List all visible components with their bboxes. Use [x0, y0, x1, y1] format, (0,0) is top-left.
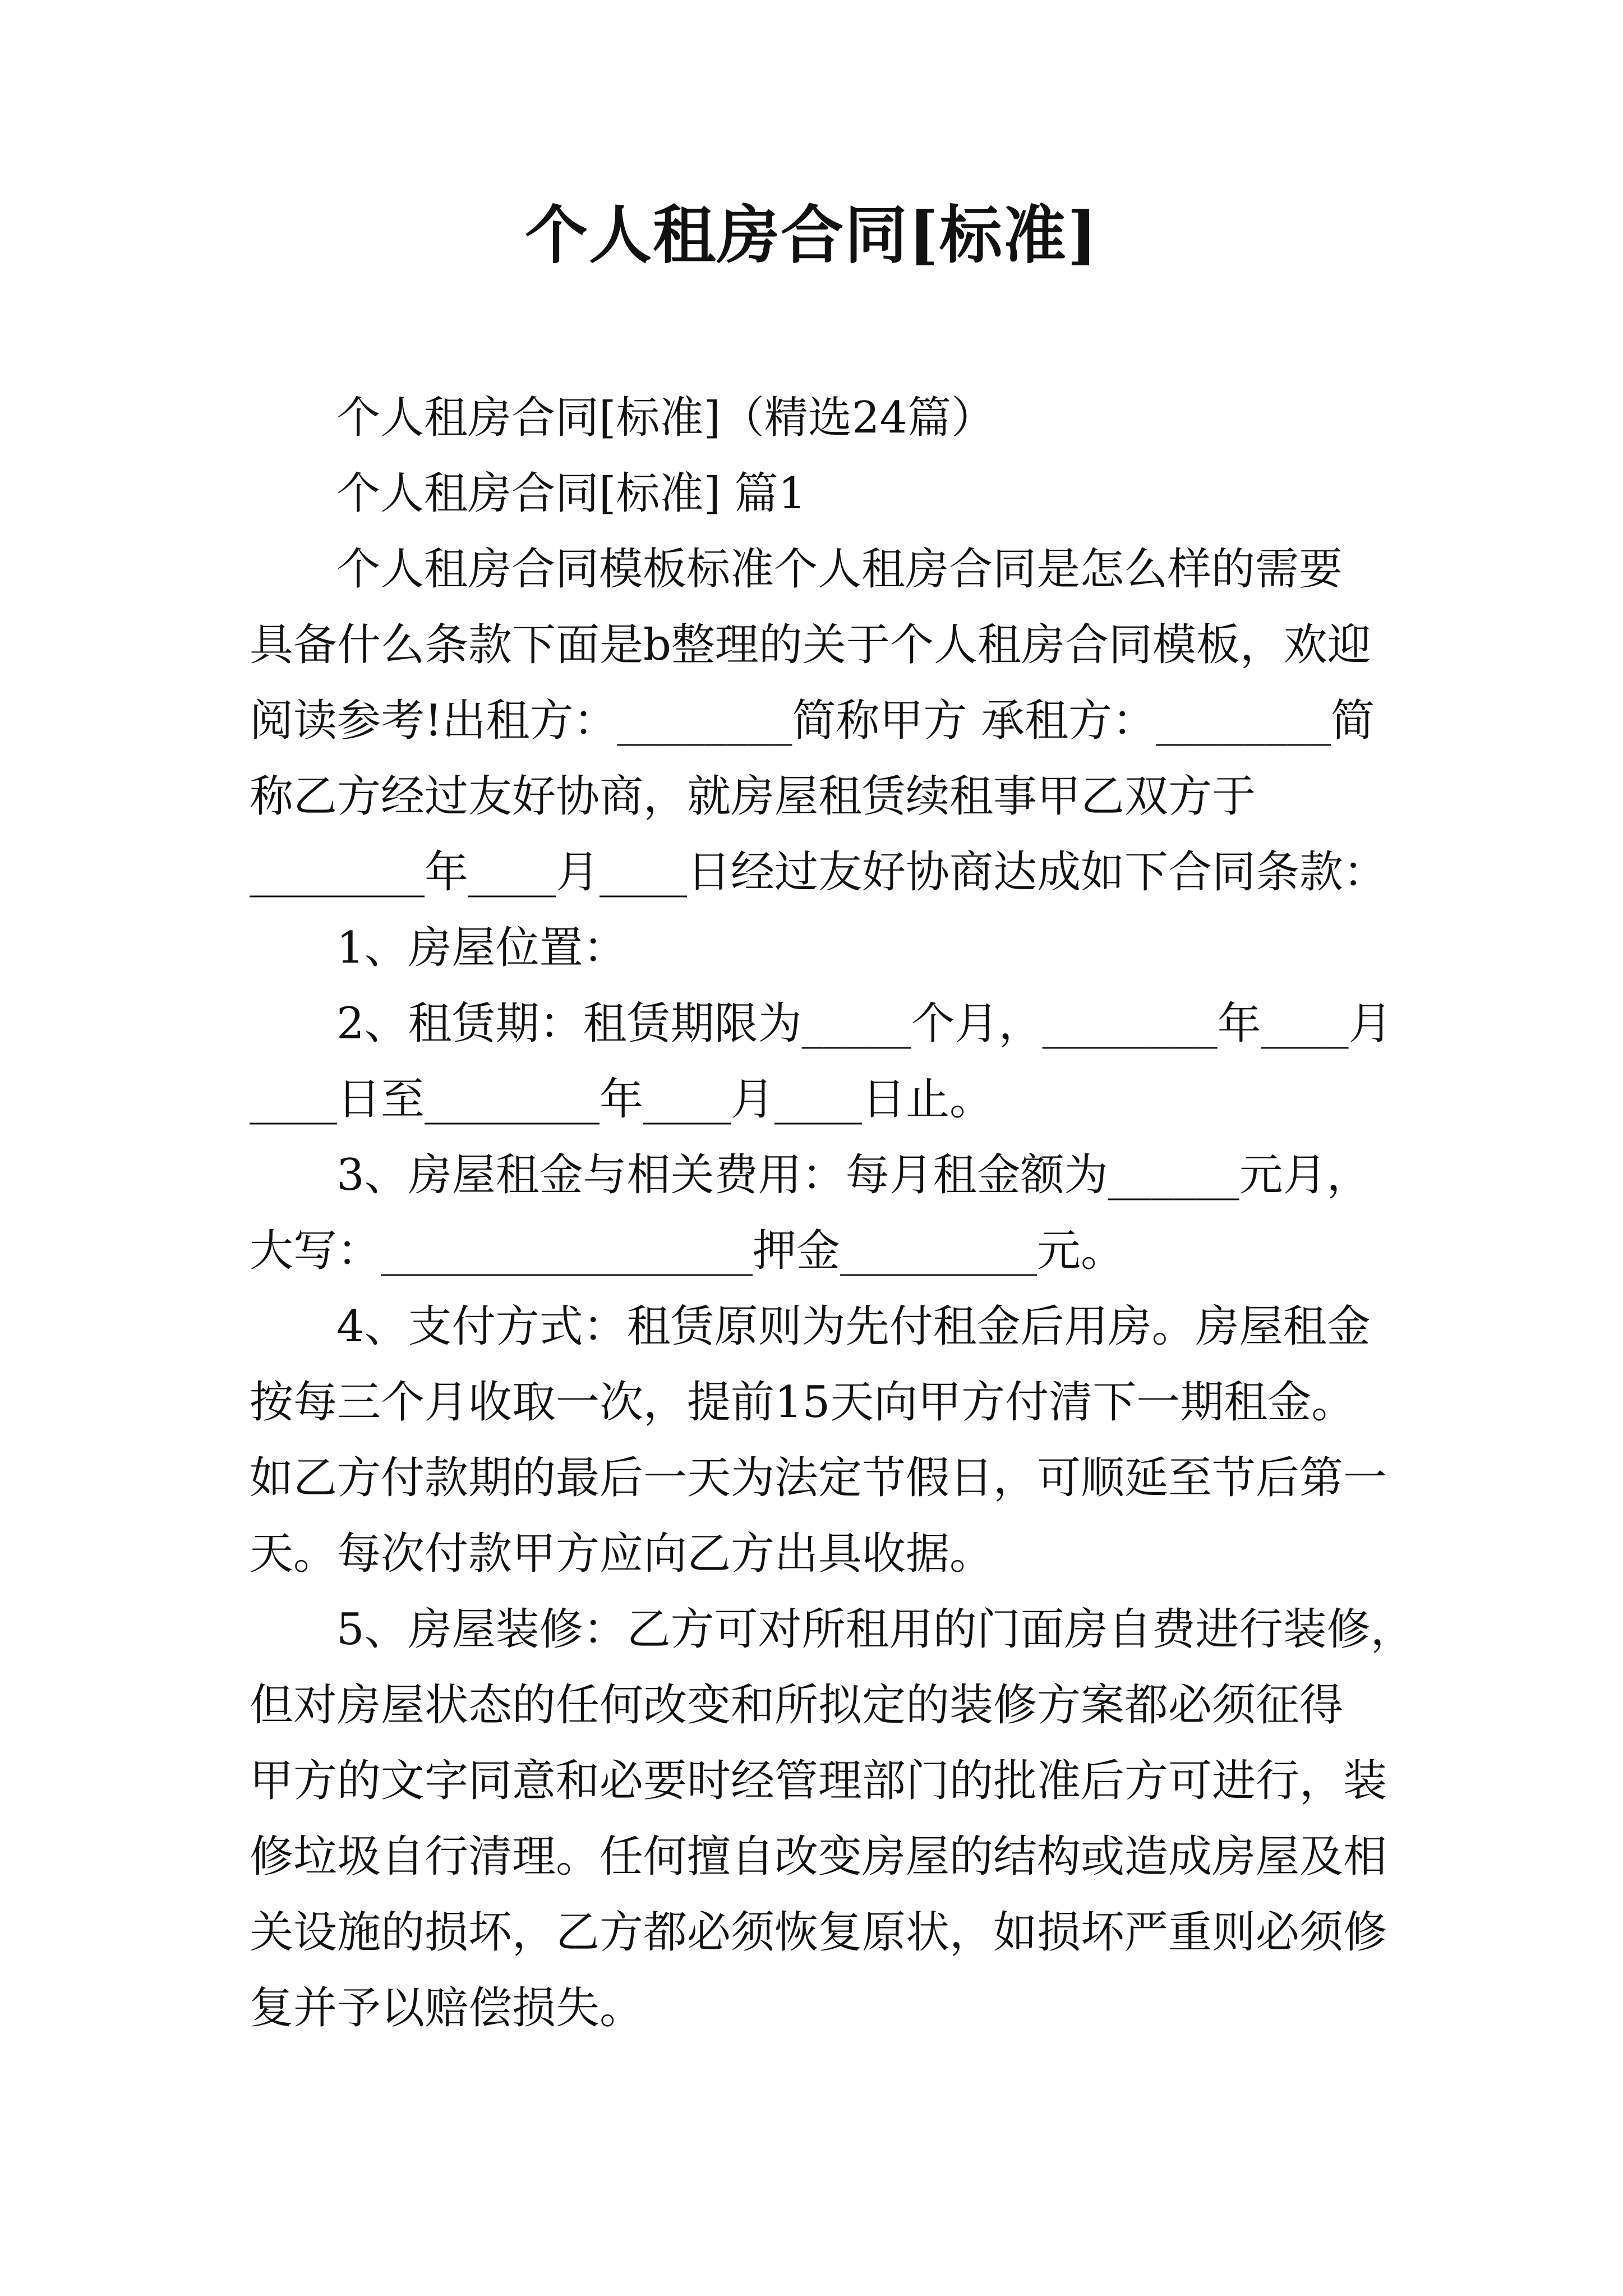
clause-5-line: 关设施的损坏，乙方都必须恢复原状，如损坏严重则必须修	[250, 1907, 1387, 1958]
clause-2-line: 2、租赁期：租赁期限为_____个月，________年____月	[336, 999, 1393, 1049]
clause-4-line: 天。每次付款甲方应向乙方出具收据。	[250, 1529, 994, 1579]
clause-4-line: 按每三个月收取一次，提前15天向甲方付清下一期租金。	[250, 1377, 1355, 1428]
paragraph-line: 具备什么条款下面是b整理的关于个人租房合同模板，欢迎	[250, 620, 1371, 670]
clause-4-line: 4、支付方式：租赁原则为先付租金后用房。房屋租金	[336, 1301, 1371, 1352]
clause-2-line: ____日至________年____月____日止。	[250, 1074, 994, 1125]
clause-3-line: 3、房屋租金与相关费用：每月租金额为______元月，	[336, 1150, 1371, 1200]
paragraph-line: ________年____月____日经过友好协商达成如下合同条款：	[250, 847, 1387, 898]
clause-5-line: 5、房屋装修：乙方可对所租用的门面房自费进行装修，	[336, 1604, 1414, 1655]
subtitle-line: 个人租房合同[标准]（精选24篇）	[336, 393, 995, 443]
clause-4-line: 如乙方付款期的最后一天为法定节假日，可顺延至节后第一	[250, 1453, 1387, 1503]
document-title: 个人租房合同[标准]	[525, 199, 1098, 272]
clause-5-line: 但对房屋状态的任何改变和所拟定的装修方案都必须征得	[250, 1680, 1344, 1731]
clause-5-line: 甲方的文字同意和必要时经管理部门的批准后方可进行，装	[250, 1756, 1387, 1806]
clause-5-line: 复并予以赔偿损失。	[250, 1983, 644, 2033]
clause-5-line: 修垃圾自行清理。任何擅自改变房屋的结构或造成房屋及相	[250, 1832, 1387, 1882]
section-heading: 个人租房合同[标准] 篇1	[336, 468, 806, 519]
paragraph-line: 个人租房合同模板标准个人租房合同是怎么样的需要	[336, 544, 1343, 595]
clause-1-line: 1、房屋位置：	[336, 923, 627, 973]
paragraph-line: 阅读参考!出租方：________简称甲方 承租方：________简	[250, 696, 1375, 746]
paragraph-line: 称乙方经过友好协商，就房屋租赁续租事甲乙双方于	[250, 771, 1256, 822]
clause-3-line: 大写：_________________押金_________元。	[250, 1226, 1125, 1276]
